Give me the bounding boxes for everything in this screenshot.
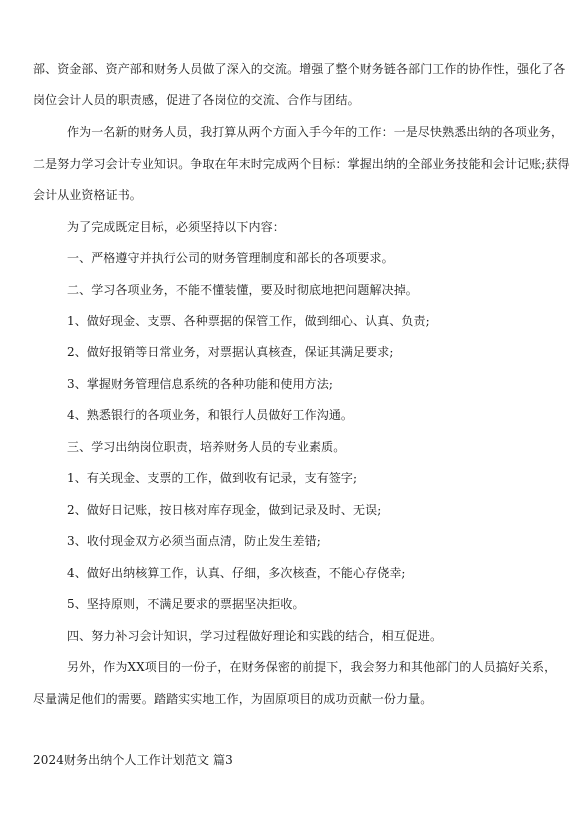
- list-item: 3、收付现金双方必须当面点清，防止发生差错;: [67, 534, 321, 548]
- paragraph-line: 岗位会计人员的职责感，促进了各岗位的交流、合作与团结。: [33, 93, 360, 107]
- section-title: 2024财务出纳个人工作计划范文 篇3: [33, 753, 233, 767]
- list-heading: 一、严格遵守并执行公司的财务管理制度和部长的各项要求。: [67, 251, 394, 265]
- list-item: 1、做好现金、支票、各种票据的保管工作，做到细心、认真、负责;: [67, 314, 430, 328]
- paragraph-line: 二是努力学习会计专业知识。争取在年末时完成两个目标：掌握出纳的全部业务技能和会计记账;获得: [33, 157, 570, 171]
- paragraph-line: 为了完成既定目标，必须坚持以下内容：: [67, 220, 285, 234]
- paragraph-line: 尽量满足他们的需要。踏踏实实地工作，为固原项目的成功贡献一份力量。: [33, 692, 433, 706]
- paragraph-line: 会计从业资格证书。: [33, 188, 142, 202]
- list-item: 3、掌握财务管理信息系统的各种功能和使用方法;: [67, 377, 333, 391]
- list-item: 4、熟悉银行的各项业务，和银行人员做好工作沟通。: [67, 408, 354, 422]
- list-item: 4、做好出纳核算工作，认真、仔细，多次核查，不能心存侥幸;: [67, 566, 406, 580]
- list-item: 5、坚持原则，不满足要求的票据坚决拒收。: [67, 597, 305, 611]
- list-heading: 二、学习各项业务，不能不懂装懂，要及时彻底地把问题解决掉。: [67, 283, 418, 297]
- list-heading: 四、努力补习会计知识，学习过程做好理论和实践的结合，相互促进。: [67, 629, 443, 643]
- paragraph-line: 另外，作为XX项目的一份子，在财务保密的前提下，我会努力和其他部门的人员搞好关系，: [67, 660, 557, 674]
- paragraph-line: 作为一名新的财务人员，我打算从两个方面入手今年的工作：一是尽快熟悉出纳的各项业务，: [67, 125, 564, 139]
- list-item: 2、做好报销等日常业务，对票据认真核查，保证其满足要求;: [67, 345, 394, 359]
- list-item: 1、有关现金、支票的工作，做到收有记录，支有签字;: [67, 471, 358, 485]
- list-heading: 三、学习出纳岗位职责，培养财务人员的专业素质。: [67, 440, 346, 454]
- list-item: 2、做好日记账，按日核对库存现金，做到记录及时、无误;: [67, 503, 382, 517]
- paragraph-line: 部、资金部、资产部和财务人员做了深入的交流。增强了整个财务链各部门工作的协作性，强化了各: [33, 62, 566, 76]
